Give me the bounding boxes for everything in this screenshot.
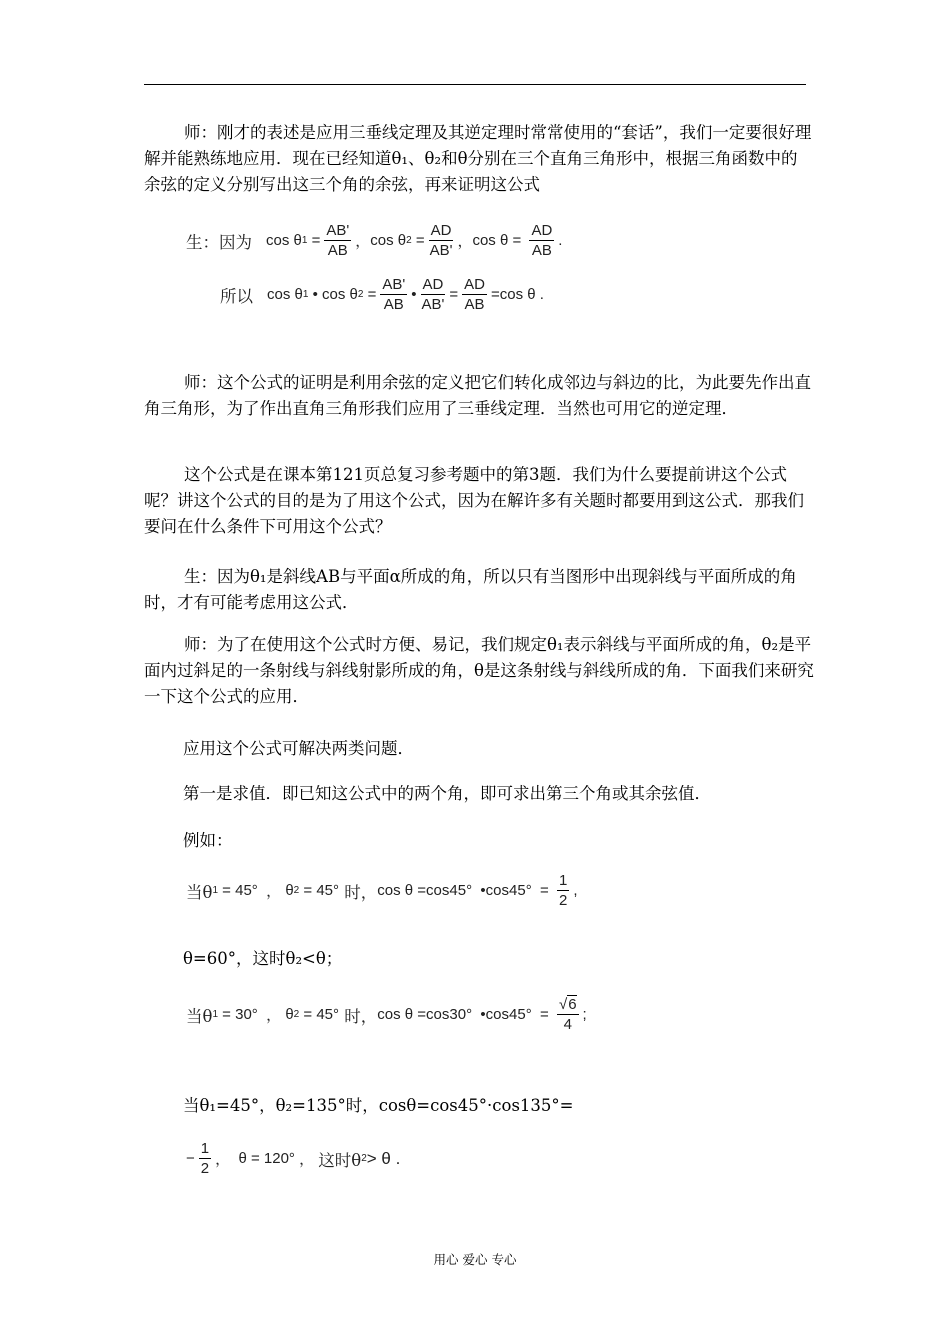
eq1-lead: 生：因为 — [186, 232, 252, 252]
fraction-ad-over-ab: $\frac{AD}{AB}$ — [531, 222, 553, 259]
example-3-line: 当θ₁=45°，θ₂=135°时，cosθ=cos45°·cos135°= — [183, 1096, 574, 1115]
fraction-ab-prime-over-ab-2: $\frac{AB'}{AB}$ — [382, 276, 406, 313]
paragraph-example: 例如： — [183, 831, 233, 850]
fraction-negative-one-half: $\frac{1}{2}$ — [200, 1140, 210, 1177]
paragraph-two-problem-types: 应用这个公式可解决两类问题． — [183, 739, 414, 758]
equation-product: 所以 cos θ 1 • cos θ 2 = $\frac{AB'}{AB}$ • $\frac{AD}{AB'}$ = $\frac{AD}{AB}$ = cos θ . — [220, 276, 544, 313]
eq2-lead: 所以 — [220, 286, 253, 306]
paragraph-teacher-2: 师：这个公式的证明是利用余弦的定义把它们转化成邻边与斜边的比，为此要先作出直角三角形，为了作出直角三角形我们应用了三垂线定理．当然也可用它的逆定理． — [144, 373, 811, 418]
paragraph-first-type: 第一是求值．即已知这公式中的两个角，即可求出第三个角或其余弦值． — [183, 784, 711, 803]
fraction-ad-over-ab-2: $\frac{AD}{AB}$ — [464, 276, 485, 313]
paragraph-textbook-reference: 这个公式是在课本第121页总复习参考题中的第3题．我们为什么要提前讲这个公式呢？讲这个公式的目的是为了用这个公式，因为在解许多有关题时都要用到这公式．那我们要问在什么条件下可用这个公式？ — [144, 465, 804, 536]
fraction-ad-over-ab-prime-2: $\frac{AD}{AB'}$ — [421, 276, 445, 313]
example-2-equation: 当θ 1 = 30° ， θ 2 = 45° 时， cos θ =cos30° • cos45° = $\frac{√6}{4}$ ; — [186, 996, 587, 1033]
fraction-one-half: $\frac{1}{2}$ — [558, 872, 568, 909]
example-3-result: − $\frac{1}{2}$ ， θ = 120° ， 这时θ 2 > θ . — [186, 1140, 401, 1177]
paragraph-student: 生：因为θ₁是斜线AB与平面α所成的角，所以只有当图形中出现斜线与平面所成的角时，才有可能考虑用这公式． — [144, 567, 797, 612]
header-rule — [144, 84, 806, 85]
fraction-ad-over-ab-prime: $\frac{AD}{AB'}$ — [429, 222, 453, 259]
paragraph-teacher-1: 师：刚才的表述是应用三垂线定理及其逆定理时常常使用的“套话”，我们一定要很好理解并能熟练地应用．现在已经知道θ₁、θ₂和θ分别在三个直角三角形中，根据三角函数中的余弦的定义分别写出这三个角的余弦，再来证明这公式 — [144, 123, 812, 194]
example-1-equation: 当θ 1 = 45° ， θ 2 = 45° 时， cos θ =cos45° • cos45° = $\frac{1}{2}$ , — [186, 872, 578, 909]
fraction-ab-prime-over-ab: $\frac{AB'}{AB}$ — [326, 222, 350, 259]
example-1-result: θ=60°，这时θ₂<θ； — [183, 949, 343, 968]
footer-slogan: 用心 爱心 专心 — [433, 1252, 517, 1267]
fraction-sqrt6-over-4: $\frac{√6}{4}$ — [558, 996, 577, 1033]
paragraph-teacher-3: 师：为了在使用这个公式时方便、易记，我们规定θ₁表示斜线与平面所成的角，θ₂是平面内过斜足的一条射线与斜线射影所成的角，θ是这条射线与斜线所成的角．下面我们来研究一下这个公式的应用． — [144, 635, 814, 706]
equation-cosines: 生：因为 cos θ 1 = $\frac{AB'}{AB}$ ， cos θ 2 = $\frac{AD}{AB'}$ ， cos θ = $\frac{AD}{AB}$ . — [186, 222, 563, 259]
